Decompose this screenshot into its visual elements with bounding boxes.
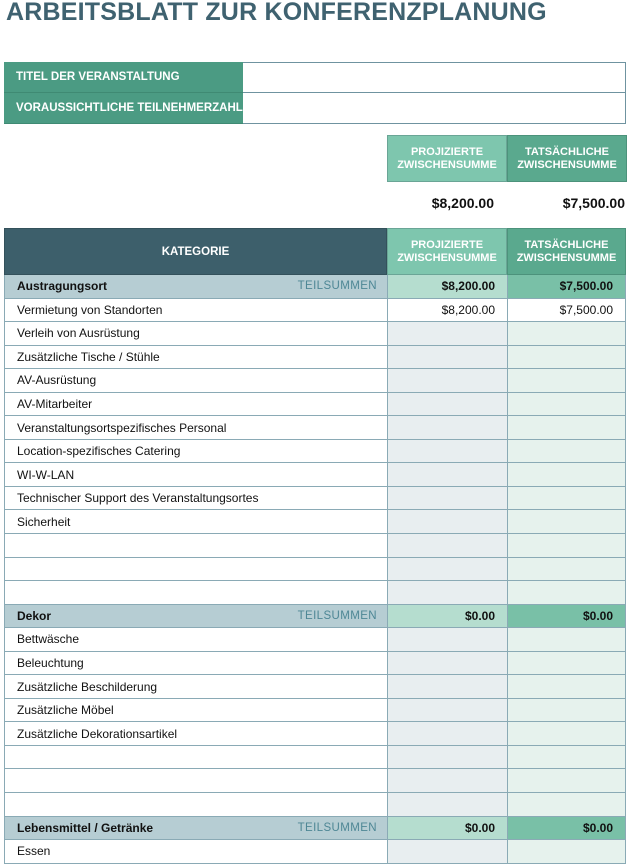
table-row (4, 581, 626, 605)
section-actual: $0.00 (507, 605, 626, 629)
section-row (4, 275, 626, 299)
event-title-field[interactable] (243, 62, 626, 93)
budget-table (4, 228, 626, 864)
section-name: Austragungsort (17, 279, 107, 294)
item-actual-cell[interactable] (507, 652, 626, 676)
item-label-cell[interactable]: Sicherheit (4, 510, 387, 534)
item-projected-cell[interactable] (387, 416, 507, 440)
table-row (4, 346, 626, 370)
item-actual-cell[interactable] (507, 699, 626, 723)
table-row (4, 440, 626, 464)
item-actual-cell[interactable] (507, 487, 626, 511)
section-name: Lebensmittel / Getränke (17, 820, 154, 835)
item-projected-cell[interactable] (387, 440, 507, 464)
item-projected-cell[interactable] (387, 463, 507, 487)
projected-header: PROJIZIERTE ZWISCHENSUMME (387, 228, 507, 275)
item-actual-cell[interactable] (507, 840, 626, 864)
item-actual-cell[interactable] (507, 346, 626, 370)
item-projected-cell[interactable]: $8,200.00 (387, 299, 507, 323)
item-projected-cell[interactable] (387, 840, 507, 864)
item-label-cell[interactable]: Verleih von Ausrüstung (4, 322, 387, 346)
item-actual-cell[interactable] (507, 416, 626, 440)
item-label-cell[interactable]: Zusätzliche Beschilderung (4, 675, 387, 699)
item-projected-cell[interactable] (387, 652, 507, 676)
section-name: Dekor (17, 608, 52, 623)
item-projected-cell[interactable] (387, 346, 507, 370)
table-row (4, 628, 626, 652)
item-projected-cell[interactable] (387, 369, 507, 393)
table-row (4, 369, 626, 393)
item-label-cell[interactable]: AV-Ausrüstung (4, 369, 387, 393)
table-row (4, 722, 626, 746)
item-projected-cell[interactable] (387, 699, 507, 723)
item-label-cell[interactable]: Location-spezifisches Catering (4, 440, 387, 464)
section-name-cell (4, 605, 387, 629)
section-projected: $0.00 (387, 605, 507, 629)
item-projected-cell[interactable] (387, 746, 507, 770)
table-row (4, 463, 626, 487)
item-label-cell[interactable]: WI-W-LAN (4, 463, 387, 487)
event-info-block (4, 62, 626, 124)
item-actual-cell[interactable] (507, 534, 626, 558)
table-body (4, 275, 626, 864)
table-row (4, 487, 626, 511)
table-row (4, 840, 626, 864)
table-row (4, 746, 626, 770)
item-projected-cell[interactable] (387, 675, 507, 699)
item-actual-cell[interactable] (507, 322, 626, 346)
item-actual-cell[interactable] (507, 769, 626, 793)
item-label-cell[interactable]: Zusätzliche Möbel (4, 699, 387, 723)
subtotal-label: TEILSUMMEN (297, 609, 377, 622)
summary-actual-header: TATSÄCHLICHE ZWISCHENSUMME (507, 135, 627, 182)
attendees-label: VORAUSSICHTLICHE TEILNEHMERZAHL (4, 93, 243, 124)
item-actual-cell[interactable] (507, 675, 626, 699)
table-row (4, 769, 626, 793)
table-row (4, 322, 626, 346)
item-actual-cell[interactable]: $7,500.00 (507, 299, 626, 323)
table-row (4, 510, 626, 534)
item-label-cell[interactable]: Zusätzliche Tische / Stühle (4, 346, 387, 370)
item-actual-cell[interactable] (507, 793, 626, 817)
item-actual-cell[interactable] (507, 510, 626, 534)
item-actual-cell[interactable] (507, 558, 626, 582)
section-projected: $8,200.00 (387, 275, 507, 299)
item-label-cell[interactable]: Essen (4, 840, 387, 864)
table-row (4, 393, 626, 417)
item-label-cell[interactable] (4, 746, 387, 770)
item-projected-cell[interactable] (387, 322, 507, 346)
table-header (4, 228, 626, 275)
actual-header: TATSÄCHLICHE ZWISCHENSUMME (507, 228, 626, 275)
item-actual-cell[interactable] (507, 369, 626, 393)
item-projected-cell[interactable] (387, 581, 507, 605)
table-row (4, 416, 626, 440)
item-projected-cell[interactable] (387, 793, 507, 817)
item-actual-cell[interactable] (507, 393, 626, 417)
table-row (4, 299, 626, 323)
item-projected-cell[interactable] (387, 510, 507, 534)
event-title-row (4, 62, 626, 93)
item-actual-cell[interactable] (507, 440, 626, 464)
item-projected-cell[interactable] (387, 558, 507, 582)
table-row (4, 675, 626, 699)
item-projected-cell[interactable] (387, 628, 507, 652)
item-actual-cell[interactable] (507, 463, 626, 487)
page-title: ARBEITSBLATT ZUR KONFERENZPLANUNG (6, 0, 547, 26)
item-label-cell[interactable] (4, 534, 387, 558)
event-title-label: TITEL DER VERANSTALTUNG (4, 62, 243, 93)
item-actual-cell[interactable] (507, 628, 626, 652)
item-projected-cell[interactable] (387, 534, 507, 558)
item-label-cell[interactable]: Bettwäsche (4, 628, 387, 652)
item-projected-cell[interactable] (387, 393, 507, 417)
item-actual-cell[interactable] (507, 746, 626, 770)
item-actual-cell[interactable] (507, 722, 626, 746)
item-actual-cell[interactable] (507, 581, 626, 605)
item-label-cell[interactable] (4, 769, 387, 793)
section-name-cell (4, 275, 387, 299)
section-row (4, 817, 626, 841)
item-projected-cell[interactable] (387, 722, 507, 746)
subtotal-label: TEILSUMMEN (297, 821, 377, 834)
table-row (4, 699, 626, 723)
summary-header (387, 135, 627, 182)
table-row (4, 534, 626, 558)
section-actual: $0.00 (507, 817, 626, 841)
subtotal-label: TEILSUMMEN (297, 280, 377, 293)
summary-actual-total: $7,500.00 (562, 195, 625, 211)
summary-projected-total: $8,200.00 (431, 195, 494, 211)
attendees-row (4, 93, 626, 124)
item-label-cell[interactable] (4, 581, 387, 605)
summary-projected-header: PROJIZIERTE ZWISCHENSUMME (387, 135, 507, 182)
item-label-cell[interactable]: Technischer Support des Veranstaltungsortes (4, 487, 387, 511)
table-row (4, 652, 626, 676)
item-label-cell[interactable]: Zusätzliche Dekorationsartikel (4, 722, 387, 746)
category-header: KATEGORIE (4, 228, 387, 275)
section-name-cell (4, 817, 387, 841)
item-projected-cell[interactable] (387, 769, 507, 793)
item-label-cell[interactable]: Veranstaltungsortspezifisches Personal (4, 416, 387, 440)
table-row (4, 558, 626, 582)
item-label-cell[interactable]: Vermietung von Standorten (4, 299, 387, 323)
item-label-cell[interactable]: AV-Mitarbeiter (4, 393, 387, 417)
item-projected-cell[interactable] (387, 487, 507, 511)
item-label-cell[interactable] (4, 558, 387, 582)
item-label-cell[interactable]: Beleuchtung (4, 652, 387, 676)
attendees-field[interactable] (243, 93, 626, 124)
section-projected: $0.00 (387, 817, 507, 841)
section-actual: $7,500.00 (507, 275, 626, 299)
item-label-cell[interactable] (4, 793, 387, 817)
section-row (4, 605, 626, 629)
table-row (4, 793, 626, 817)
